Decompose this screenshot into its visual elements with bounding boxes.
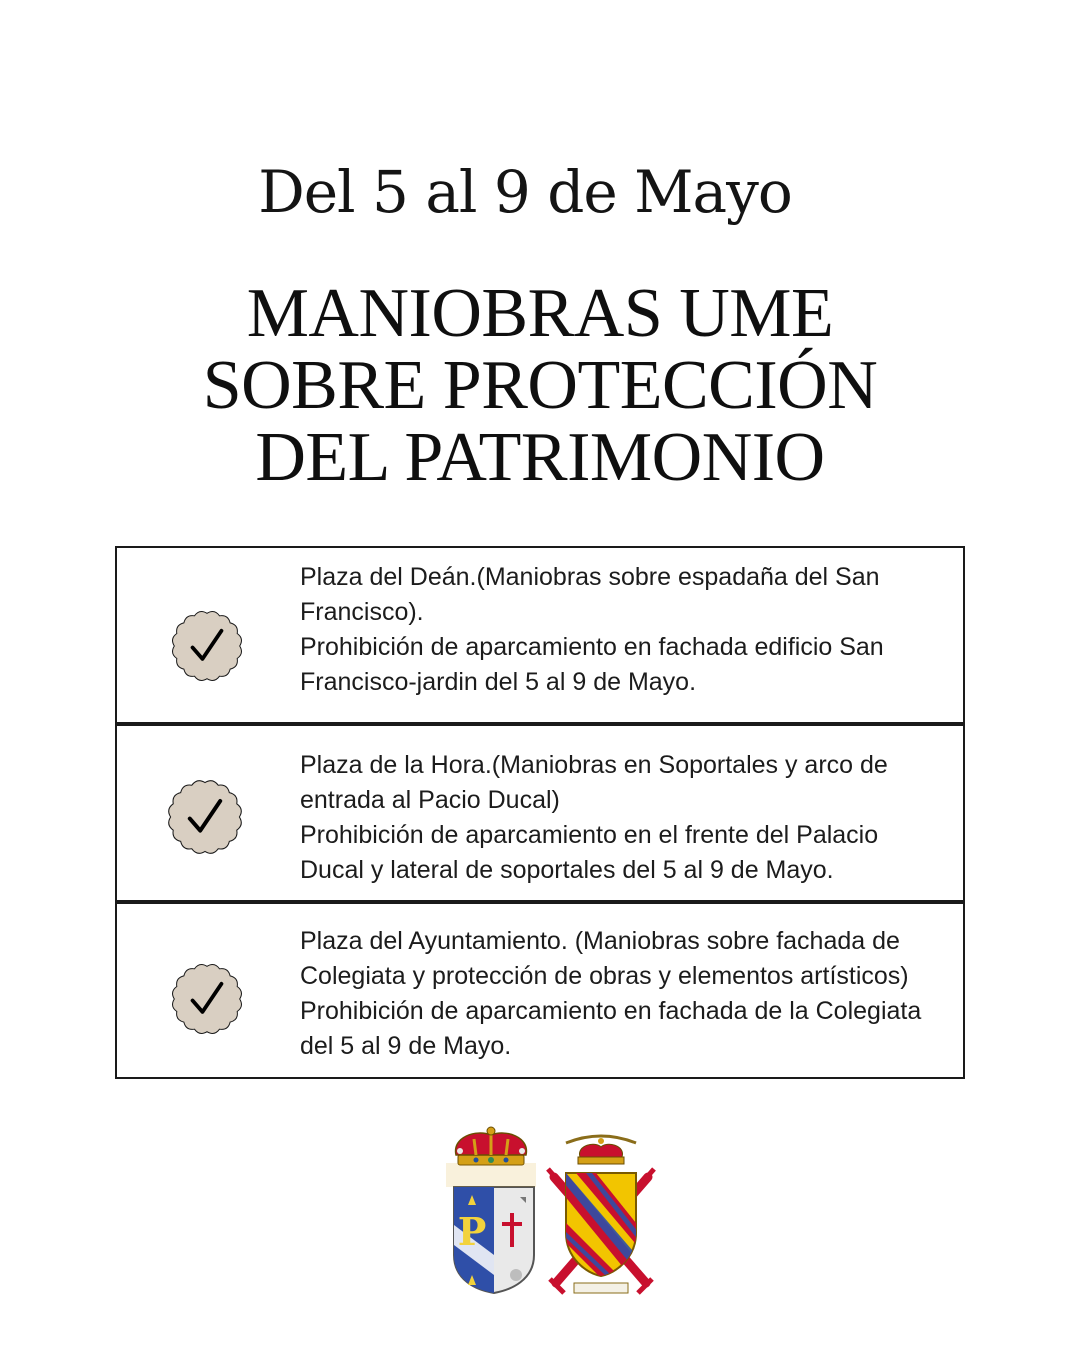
notice-location: Plaza del Ayuntamiento. (Maniobras sobre fachada de Colegiata y protección de obras y elementos artísticos)	[300, 927, 909, 990]
check-icon	[169, 961, 245, 1037]
check-icon	[165, 777, 245, 857]
title-line-1: MANIOBRAS UME	[246, 275, 834, 352]
notice-text	[300, 748, 945, 888]
municipal-coat-of-arms-logo	[446, 1127, 536, 1293]
svg-text:P: P	[457, 1209, 487, 1254]
notice-text	[300, 924, 945, 1064]
title-line-2: SOBRE PROTECCIÓN	[202, 347, 878, 424]
title-line-3: DEL PATRIMONIO	[255, 419, 825, 496]
notice-list	[115, 546, 965, 1079]
notice-item	[115, 723, 965, 902]
notice-restriction: Prohibición de aparcamiento en el frente del Palacio Ducal y lateral de soportales del 5 al 9 de Mayo.	[300, 821, 879, 884]
notice-restriction: Prohibición de aparcamiento en fachada de la Colegiata del 5 al 9 de Mayo.	[300, 997, 922, 1060]
notice-text	[300, 560, 945, 700]
date-heading	[0, 158, 1080, 226]
check-icon	[169, 608, 245, 684]
notice-location: Plaza del Deán.(Maniobras sobre espadaña del San Francisco).	[300, 563, 880, 626]
page-title	[0, 275, 1080, 496]
logos	[446, 1125, 656, 1300]
date-text: Del 5 al 9 de Mayo	[258, 158, 792, 226]
notice-restriction: Prohibición de aparcamiento en fachada edificio San Francisco-jardin del 5 al 9 de Mayo.	[300, 633, 884, 696]
notice-item	[115, 546, 965, 724]
military-emblem-logo	[546, 1136, 656, 1293]
notice-location: Plaza de la Hora.(Maniobras en Soportales y arco de entrada al Pacio Ducal)	[300, 751, 888, 814]
notice-item	[115, 901, 965, 1079]
